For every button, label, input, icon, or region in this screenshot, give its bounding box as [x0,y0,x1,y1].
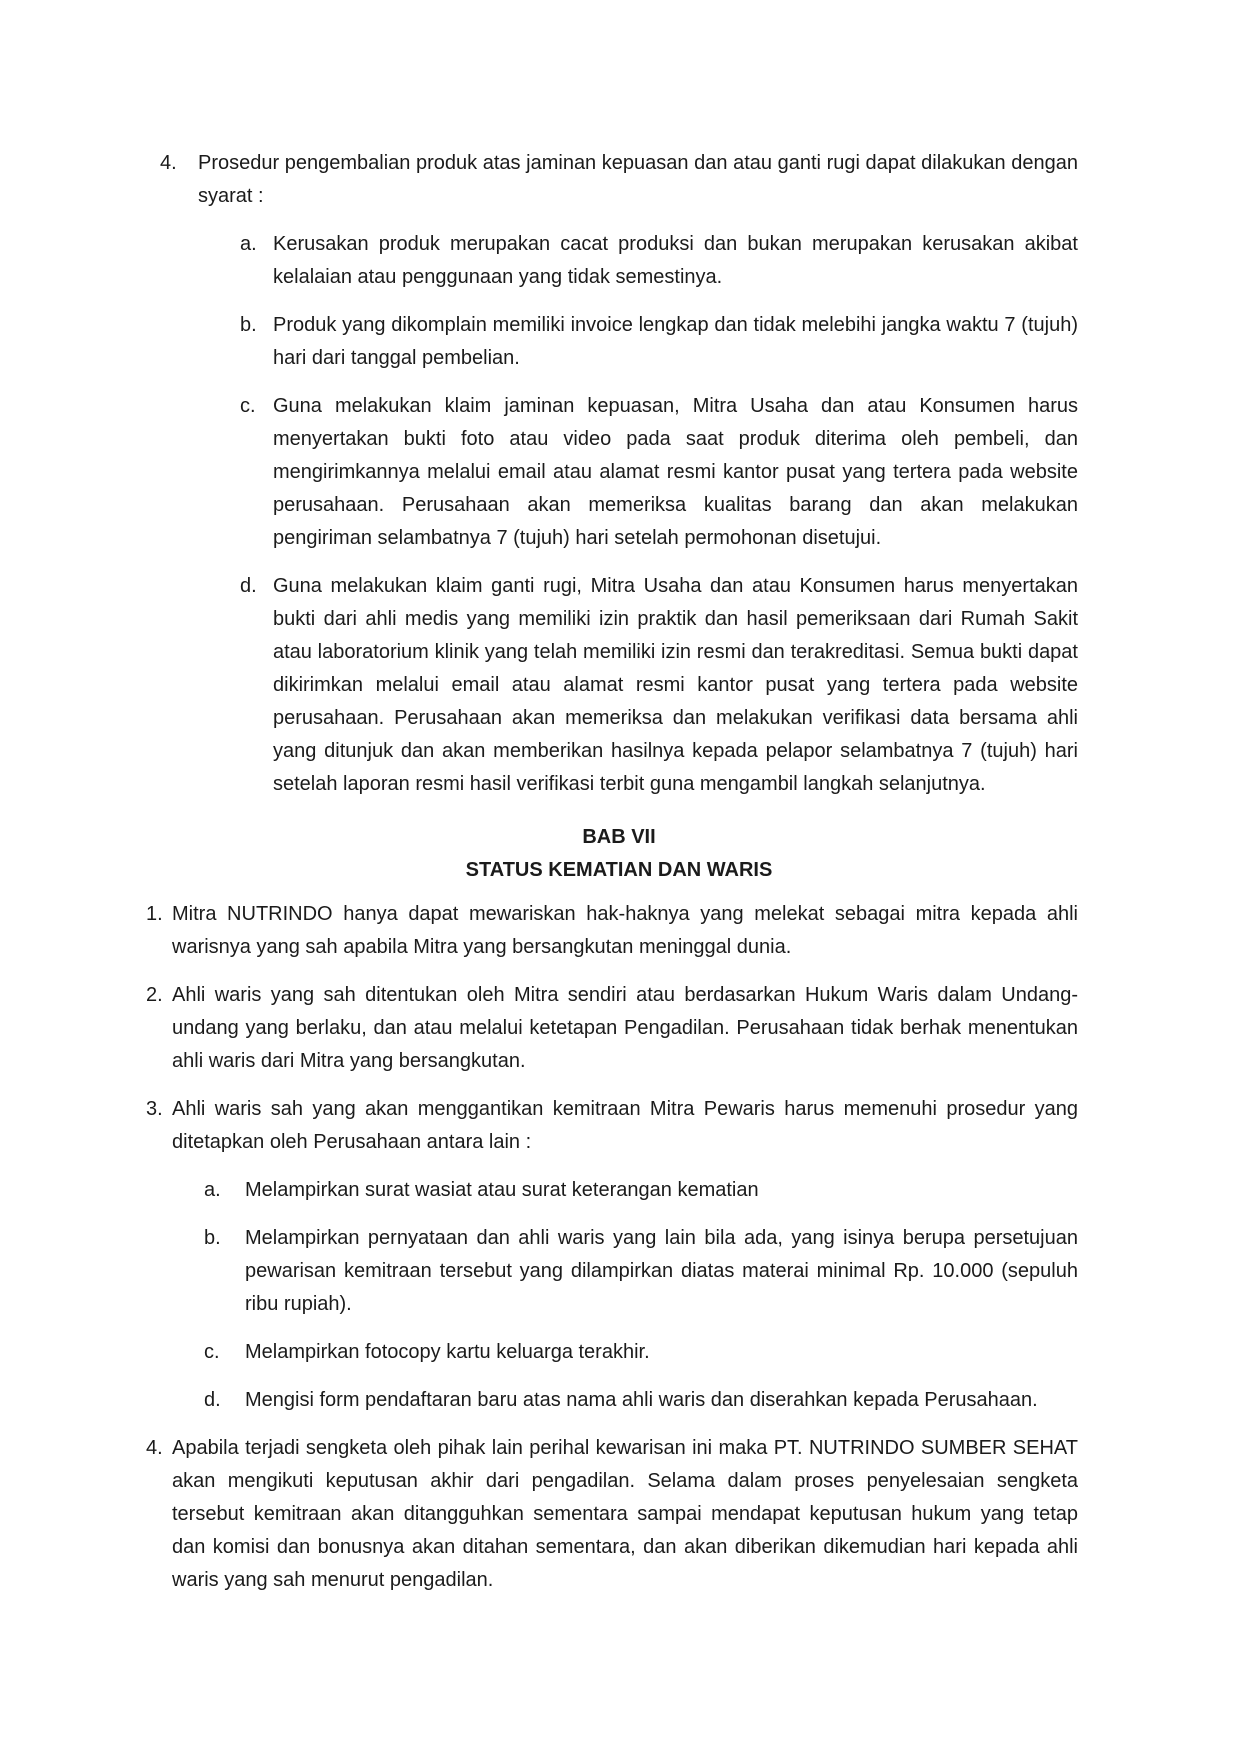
item-number: 2. [146,984,163,1006]
sub-item-text: Mengisi form pendaftaran baru atas nama ahli waris dan diserahkan kepada Perusahaan. [245,1389,1038,1411]
return-procedure-item [160,147,1078,213]
heir-procedure-sub-item-b [204,1222,1078,1321]
return-procedure-sub-item-d [240,570,1078,801]
item-number: 4. [146,1437,163,1459]
heir-procedure-sub-item-d [204,1384,1078,1417]
sub-item-label: c. [204,1341,220,1363]
sub-item-label: c. [240,395,256,417]
heir-procedure-sub-item-c [204,1336,1078,1369]
item-number: 1. [146,903,163,925]
heir-procedure-sub-item-a [204,1174,1078,1207]
inheritance-item-4 [146,1432,1078,1597]
sub-item-text: Guna melakukan klaim jaminan kepuasan, Mitra Usaha dan atau Konsumen harus menyertakan bukti foto atau video pada saat produk diterima oleh pembeli, dan mengirimkannya melalui email atau alamat resmi kantor pusat yang tertera pada website perusahaan. Perusahaan akan memeriksa kualitas barang dan akan melakukan pengiriman selambatnya 7 (tujuh) hari setelah permohonan disetujui. [273,395,1078,549]
return-procedure-sub-item-b [240,309,1078,375]
sub-item-text: Kerusakan produk merupakan cacat produksi dan bukan merupakan kerusakan akibat kelalaian atau penggunaan yang tidak semestinya. [273,233,1078,288]
item-text: Ahli waris sah yang akan menggantikan kemitraan Mitra Pewaris harus memenuhi prosedur yang ditetapkan oleh Perusahaan antara lain : [172,1098,1078,1153]
inheritance-item-1 [146,898,1078,964]
return-procedure-sub-item-a [240,228,1078,294]
item-text: Mitra NUTRINDO hanya dapat mewariskan hak-haknya yang melekat sebagai mitra kepada ahli warisnya yang sah apabila Mitra yang bersangkutan meninggal dunia. [172,903,1078,958]
sub-item-text: Guna melakukan klaim ganti rugi, Mitra Usaha dan atau Konsumen harus menyertakan bukti dari ahli medis yang memiliki izin praktik dan hasil pemeriksaan dari Rumah Sakit atau laboratorium klinik yang telah memiliki izin resmi dan terakreditasi. Semua bukti dapat dikirimkan melalui email atau alamat resmi kantor pusat yang tertera pada website perusahaan. Perusahaan akan memeriksa dan melakukan verifikasi data bersama ahli yang ditunjuk dan akan memberikan hasilnya kepada pelapor selambatnya 7 (tujuh) hari setelah laporan resmi hasil verifikasi terbit guna mengambil langkah selanjutnya. [273,575,1078,795]
item-text: Prosedur pengembalian produk atas jaminan kepuasan dan atau ganti rugi dapat dilakukan dengan syarat : [198,152,1078,207]
sub-item-label: b. [240,314,257,336]
inheritance-item-2 [146,979,1078,1078]
sub-item-label: a. [240,233,257,255]
chapter-number: BAB VII [582,826,656,848]
sub-item-text: Produk yang dikomplain memiliki invoice lengkap dan tidak melebihi jangka waktu 7 (tujuh) hari dari tanggal pembelian. [273,314,1078,369]
chapter-heading [160,821,1078,887]
return-procedure-sub-item-c [240,390,1078,555]
item-text: Apabila terjadi sengketa oleh pihak lain perihal kewarisan ini maka PT. NUTRINDO SUMBER SEHAT akan mengikuti keputusan akhir dari pengadilan. Selama dalam proses penyelesaian sengketa tersebut kemitraan akan ditangguhkan sementara sampai mendapat keputusan hukum yang tetap dan komisi dan bonusnya akan ditahan sementara, dan akan diberikan dikemudian hari kepada ahli waris yang sah menurut pengadilan. [172,1437,1078,1591]
sub-item-label: b. [204,1227,221,1249]
sub-item-label: a. [204,1179,221,1201]
sub-item-text: Melampirkan pernyataan dan ahli waris yang lain bila ada, yang isinya berupa persetujuan pewarisan kemitraan tersebut yang dilampirkan diatas materai minimal Rp. 10.000 (sepuluh ribu rupiah). [245,1227,1078,1315]
sub-item-text: Melampirkan fotocopy kartu keluarga terakhir. [245,1341,650,1363]
item-number: 4. [160,152,177,174]
item-text: Ahli waris yang sah ditentukan oleh Mitra sendiri atau berdasarkan Hukum Waris dalam Undang- undang yang berlaku, dan atau melalui ketetapan Pengadilan. Perusahaan tidak berhak menentukan ahli waris dari Mitra yang bersangkutan. [172,984,1078,1072]
inheritance-item-3 [146,1093,1078,1159]
sub-item-label: d. [240,575,257,597]
sub-item-label: d. [204,1389,221,1411]
sub-item-text: Melampirkan surat wasiat atau surat keterangan kematian [245,1179,759,1201]
item-number: 3. [146,1098,163,1120]
chapter-title: STATUS KEMATIAN DAN WARIS [465,859,773,881]
